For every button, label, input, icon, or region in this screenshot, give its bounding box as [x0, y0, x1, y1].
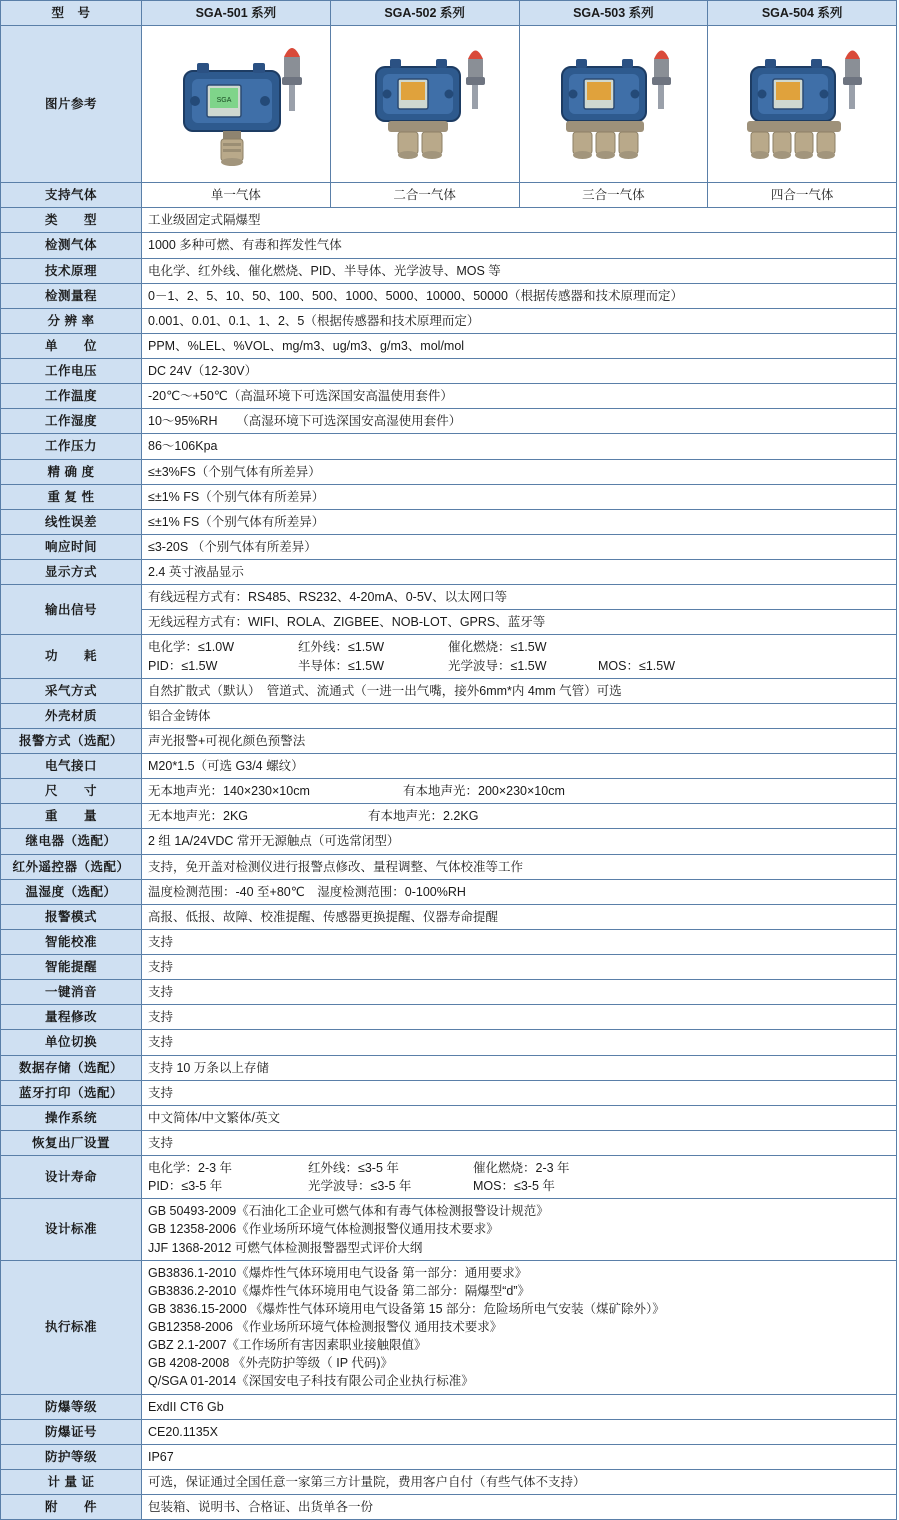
row-label-temperature: 工作温度 [1, 384, 142, 409]
table-row-accessories [1, 1495, 897, 1520]
row-label-bluetooth-print: 蓝牙打印（选配） [1, 1080, 142, 1105]
row-label-voltage: 工作电压 [1, 359, 142, 384]
row-label-housing: 外壳材质 [1, 703, 142, 728]
row-value-unit: PPM、%LEL、%VOL、mg/m3、ug/m3、g/m3、mol/mol [142, 333, 897, 358]
power-pid: PID：≤1.5W [148, 658, 218, 673]
row-value-sampling: 自然扩散式（默认） 管道式、流通式（一进一出气嘴，接外6mm*内 4mm 气管）可选 [142, 678, 897, 703]
row-label-range-modify: 量程修改 [1, 1005, 142, 1030]
table-row-display [1, 560, 897, 585]
row-label-factory-reset: 恢复出厂设置 [1, 1130, 142, 1155]
row-value-temperature: -20℃～+50℃（高温环境下可选深国安高温使用套件） [142, 384, 897, 409]
table-row-response-time [1, 534, 897, 559]
row-label-design-life: 设计寿命 [1, 1156, 142, 1199]
row-value-ir-remote: 支持，免开盖对检测仪进行报警点修改、量程调整、气体校准等工作 [142, 854, 897, 879]
power-electrochemical: 电化学：≤1.0W [148, 640, 235, 655]
row-label-ip-rating: 防护等级 [1, 1444, 142, 1469]
row-value-range-modify: 支持 [142, 1005, 897, 1030]
table-row-power [1, 635, 897, 678]
model-cell-2: SGA-502 系列 [330, 1, 519, 26]
model-cell-3: SGA-503 系列 [519, 1, 708, 26]
table-row-temp-humidity-option [1, 879, 897, 904]
row-label-model: 型 号 [1, 1, 142, 26]
detector-3-port-icon [528, 33, 698, 175]
table-row-electrical-interface [1, 754, 897, 779]
life-catalytic: 催化燃烧：2-3 年 [473, 1161, 570, 1175]
size-without-alarm: 无本地声光：140×230×10cm [148, 784, 310, 799]
design-standard-line-3: JJF 1368-2012 可燃气体检测报警器型式评价大纲 [148, 1240, 423, 1255]
detector-4-port-icon [717, 33, 887, 175]
table-row-images [1, 26, 897, 183]
table-row-factory-reset [1, 1130, 897, 1155]
row-label-detect-gas: 检测气体 [1, 233, 142, 258]
row-label-display: 显示方式 [1, 560, 142, 585]
table-row-smart-reminder [1, 955, 897, 980]
row-value-size [142, 779, 897, 804]
table-row-gas [1, 183, 897, 208]
weight-without-alarm: 无本地声光：2KG [148, 809, 249, 824]
table-row-ex-rating [1, 1394, 897, 1419]
row-label-temp-humidity-option: 温湿度（选配） [1, 879, 142, 904]
table-row-relay [1, 829, 897, 854]
detector-1-port-icon [151, 33, 321, 175]
row-value-factory-reset: 支持 [142, 1130, 897, 1155]
row-value-detect-gas: 1000 多种可燃、有毒和挥发性气体 [142, 233, 897, 258]
row-label-output: 输出信号 [1, 585, 142, 635]
table-row-unit [1, 333, 897, 358]
table-row-principle [1, 258, 897, 283]
row-label-ex-cert: 防爆证号 [1, 1419, 142, 1444]
row-value-principle: 电化学、红外线、催化燃烧、PID、半导体、光学波导、MOS 等 [142, 258, 897, 283]
row-label-humidity: 工作湿度 [1, 409, 142, 434]
row-label-type: 类 型 [1, 208, 142, 233]
table-row-weight [1, 804, 897, 829]
design-standard-line-1: GB 50493-2009《石油化工企业可燃气体和有毒气体检测报警设计规范》 [148, 1204, 549, 1219]
power-mos: MOS：≤1.5W [598, 658, 676, 673]
power-line-2 [148, 657, 890, 675]
life-electrochemical: 电化学：2-3 年 [148, 1161, 233, 1175]
table-row-linearity [1, 509, 897, 534]
table-row-size [1, 779, 897, 804]
row-label-smart-calibration: 智能校准 [1, 929, 142, 954]
row-value-smart-calibration: 支持 [142, 929, 897, 954]
detector-2-port-icon [340, 33, 510, 175]
table-row-model [1, 1, 897, 26]
exec-standard-line-3: GB 3836.15-2000 《爆炸性气体环境用电气设备第 15 部分：危险场所电气安装（煤矿除外）》 [148, 1301, 665, 1316]
row-label-electrical-interface: 电气接口 [1, 754, 142, 779]
table-row-range-modify [1, 1005, 897, 1030]
table-row-unit-switch [1, 1030, 897, 1055]
table-row-resolution [1, 308, 897, 333]
life-line-1 [148, 1159, 890, 1177]
row-value-weight [142, 804, 897, 829]
table-row-ip-rating [1, 1444, 897, 1469]
table-row-smart-calibration [1, 929, 897, 954]
row-value-output-wireless: 无线远程方式有：WIFI、ROLA、ZIGBEE、NOB-LOT、GPRS、蓝牙等 [142, 610, 897, 635]
row-label-ir-remote: 红外遥控器（选配） [1, 854, 142, 879]
row-value-response-time: ≤3-20S （个别气体有所差异） [142, 534, 897, 559]
row-label-ex-rating: 防爆等级 [1, 1394, 142, 1419]
row-value-humidity: 10～95%RH （高湿环境下可选深国安高湿使用套件） [142, 409, 897, 434]
row-label-accuracy: 精 确 度 [1, 459, 142, 484]
life-mos: MOS：≤3-5 年 [473, 1179, 555, 1194]
life-optical: 光学波导：≤3-5 年 [308, 1179, 412, 1194]
exec-standard-line-7: Q/SGA 01-2014《深国安电子科技有限公司企业执行标准》 [148, 1374, 474, 1389]
model-cell-1: SGA-501 系列 [142, 1, 331, 26]
life-pid: PID：≤3-5 年 [148, 1179, 223, 1194]
exec-standard-line-2: GB3836.2-2010《爆炸性气体环境用电气设备 第二部分：隔爆型“d”》 [148, 1283, 531, 1298]
row-label-alarm-mode: 报警模式 [1, 904, 142, 929]
row-value-ex-rating: ExdII CT6 Gb [142, 1394, 897, 1419]
row-label-range: 检测量程 [1, 283, 142, 308]
power-semiconductor: 半导体：≤1.5W [298, 658, 385, 673]
table-row-range [1, 283, 897, 308]
table-row-ir-remote [1, 854, 897, 879]
row-label-exec-standard: 执行标准 [1, 1260, 142, 1394]
row-value-housing: 铝合金铸体 [142, 703, 897, 728]
row-label-relay: 继电器（选配） [1, 829, 142, 854]
row-label-response-time: 响应时间 [1, 534, 142, 559]
model-cell-4: SGA-504 系列 [708, 1, 897, 26]
row-value-accuracy: ≤±3%FS（个别气体有所差异） [142, 459, 897, 484]
table-row-data-storage [1, 1055, 897, 1080]
row-value-data-storage: 支持 10 万条以上存储 [142, 1055, 897, 1080]
power-line-1 [148, 638, 890, 656]
row-label-weight: 重 量 [1, 804, 142, 829]
row-value-exec-standard [142, 1260, 897, 1394]
exec-standard-line-4: GB12358-2006 《作业场所环境气体检测报警仪 通用技术要求》 [148, 1320, 503, 1334]
table-row-humidity [1, 409, 897, 434]
row-label-size: 尺 寸 [1, 779, 142, 804]
table-row-sampling [1, 678, 897, 703]
row-label-one-key-mute: 一键消音 [1, 980, 142, 1005]
table-row-accuracy [1, 459, 897, 484]
table-row-type [1, 208, 897, 233]
row-value-repeatability: ≤±1% FS（个别气体有所差异） [142, 484, 897, 509]
device-image-1 [142, 26, 331, 183]
table-row-design-life [1, 1156, 897, 1199]
power-optical: 光学波导：≤1.5W [448, 658, 547, 673]
row-value-bluetooth-print: 支持 [142, 1080, 897, 1105]
row-value-design-life [142, 1156, 897, 1199]
row-label-accessories: 附 件 [1, 1495, 142, 1520]
row-value-metrology-cert: 可选，保证通过全国任意一家第三方计量院，费用客户自付（有些气体不支持） [142, 1469, 897, 1494]
row-value-unit-switch: 支持 [142, 1030, 897, 1055]
device-image-2 [330, 26, 519, 183]
table-row-one-key-mute [1, 980, 897, 1005]
row-value-display: 2.4 英寸液晶显示 [142, 560, 897, 585]
row-value-linearity: ≤±1% FS（个别气体有所差异） [142, 509, 897, 534]
row-value-output-wired: 有线远程方式有：RS485、RS232、4-20mA、0-5V、以太网口等 [142, 585, 897, 610]
table-row-exec-standard [1, 1260, 897, 1394]
table-row-os [1, 1105, 897, 1130]
table-row-temperature [1, 384, 897, 409]
row-label-data-storage: 数据存储（选配） [1, 1055, 142, 1080]
row-label-power: 功 耗 [1, 635, 142, 678]
row-value-one-key-mute: 支持 [142, 980, 897, 1005]
row-value-smart-reminder: 支持 [142, 955, 897, 980]
life-line-2 [148, 1177, 890, 1195]
weight-line [148, 809, 478, 823]
gas-cell-4: 四合一气体 [708, 183, 897, 208]
row-value-accessories: 包装箱、说明书、合格证、出货单各一份 [142, 1495, 897, 1520]
row-value-temp-humidity-option: 温度检测范围：-40 至+80℃ 湿度检测范围：0-100%RH [142, 879, 897, 904]
row-label-gas: 支持气体 [1, 183, 142, 208]
row-label-unit-switch: 单位切换 [1, 1030, 142, 1055]
exec-standard-line-5: GBZ 2.1-2007《工作场所有害因素职业接触限值》 [148, 1338, 427, 1353]
life-infrared: 红外线：≤3-5 年 [308, 1161, 399, 1175]
row-value-os: 中文简体/中文繁体/英文 [142, 1105, 897, 1130]
row-value-relay: 2 组 1A/24VDC 常开无源触点（可选常闭型） [142, 829, 897, 854]
exec-standard-line-1: GB3836.1-2010《爆炸性气体环境用电气设备 第一部分：通用要求》 [148, 1265, 528, 1280]
weight-with-alarm: 有本地声光：2.2KG [368, 809, 479, 824]
table-row-detect-gas [1, 233, 897, 258]
table-row-design-standard [1, 1199, 897, 1260]
table-row-metrology-cert [1, 1469, 897, 1494]
table-row-alarm-type [1, 728, 897, 753]
row-label-repeatability: 重 复 性 [1, 484, 142, 509]
row-value-ip-rating: IP67 [142, 1444, 897, 1469]
device-image-3 [519, 26, 708, 183]
design-standard-line-2: GB 12358-2006《作业场所环境气体检测报警仪通用技术要求》 [148, 1222, 499, 1237]
table-row-repeatability [1, 484, 897, 509]
exec-standard-line-6: GB 4208-2008 《外壳防护等级（ IP 代码)》 [148, 1356, 393, 1371]
size-line [148, 784, 565, 798]
row-value-power [142, 635, 897, 678]
svg-text:SGA: SGA [216, 97, 232, 105]
row-value-resolution: 0.001、0.01、0.1、1、2、5（根据传感器和技术原理而定） [142, 308, 897, 333]
row-label-pressure: 工作压力 [1, 434, 142, 459]
row-label-principle: 技术原理 [1, 258, 142, 283]
gas-cell-1: 单一气体 [142, 183, 331, 208]
row-label-resolution: 分 辨 率 [1, 308, 142, 333]
row-label-design-standard: 设计标准 [1, 1199, 142, 1260]
row-value-electrical-interface: M20*1.5（可选 G3/4 螺纹） [142, 754, 897, 779]
row-label-linearity: 线性误差 [1, 509, 142, 534]
table-row-output-line1 [1, 585, 897, 610]
table-row-ex-cert [1, 1419, 897, 1444]
row-value-design-standard [142, 1199, 897, 1260]
row-value-alarm-type: 声光报警+可视化颜色预警法 [142, 728, 897, 753]
row-value-pressure: 86～106Kpa [142, 434, 897, 459]
gas-cell-3: 三合一气体 [519, 183, 708, 208]
row-value-alarm-mode: 高报、低报、故障、校准提醒、传感器更换提醒、仪器寿命提醒 [142, 904, 897, 929]
row-label-unit: 单 位 [1, 333, 142, 358]
table-row-bluetooth-print [1, 1080, 897, 1105]
table-row-housing [1, 703, 897, 728]
row-label-os: 操作系统 [1, 1105, 142, 1130]
table-row-alarm-mode [1, 904, 897, 929]
row-value-range: 0－1、2、5、10、50、100、500、1000、5000、10000、50000（根据传感器和技术原理而定） [142, 283, 897, 308]
row-value-voltage: DC 24V（12-30V） [142, 359, 897, 384]
gas-cell-2: 二合一气体 [330, 183, 519, 208]
table-row-voltage [1, 359, 897, 384]
row-value-type: 工业级固定式隔爆型 [142, 208, 897, 233]
row-label-metrology-cert: 计 量 证 [1, 1469, 142, 1494]
table-row-pressure [1, 434, 897, 459]
row-label-sampling: 采气方式 [1, 678, 142, 703]
device-image-4 [708, 26, 897, 183]
row-label-alarm-type: 报警方式（选配） [1, 728, 142, 753]
power-infrared: 红外线：≤1.5W [298, 640, 385, 655]
row-label-images: 图片参考 [1, 26, 142, 183]
row-value-ex-cert: CE20.1135X [142, 1419, 897, 1444]
power-catalytic: 催化燃烧：≤1.5W [448, 640, 547, 655]
row-label-smart-reminder: 智能提醒 [1, 955, 142, 980]
size-with-alarm: 有本地声光：200×230×10cm [403, 784, 565, 799]
